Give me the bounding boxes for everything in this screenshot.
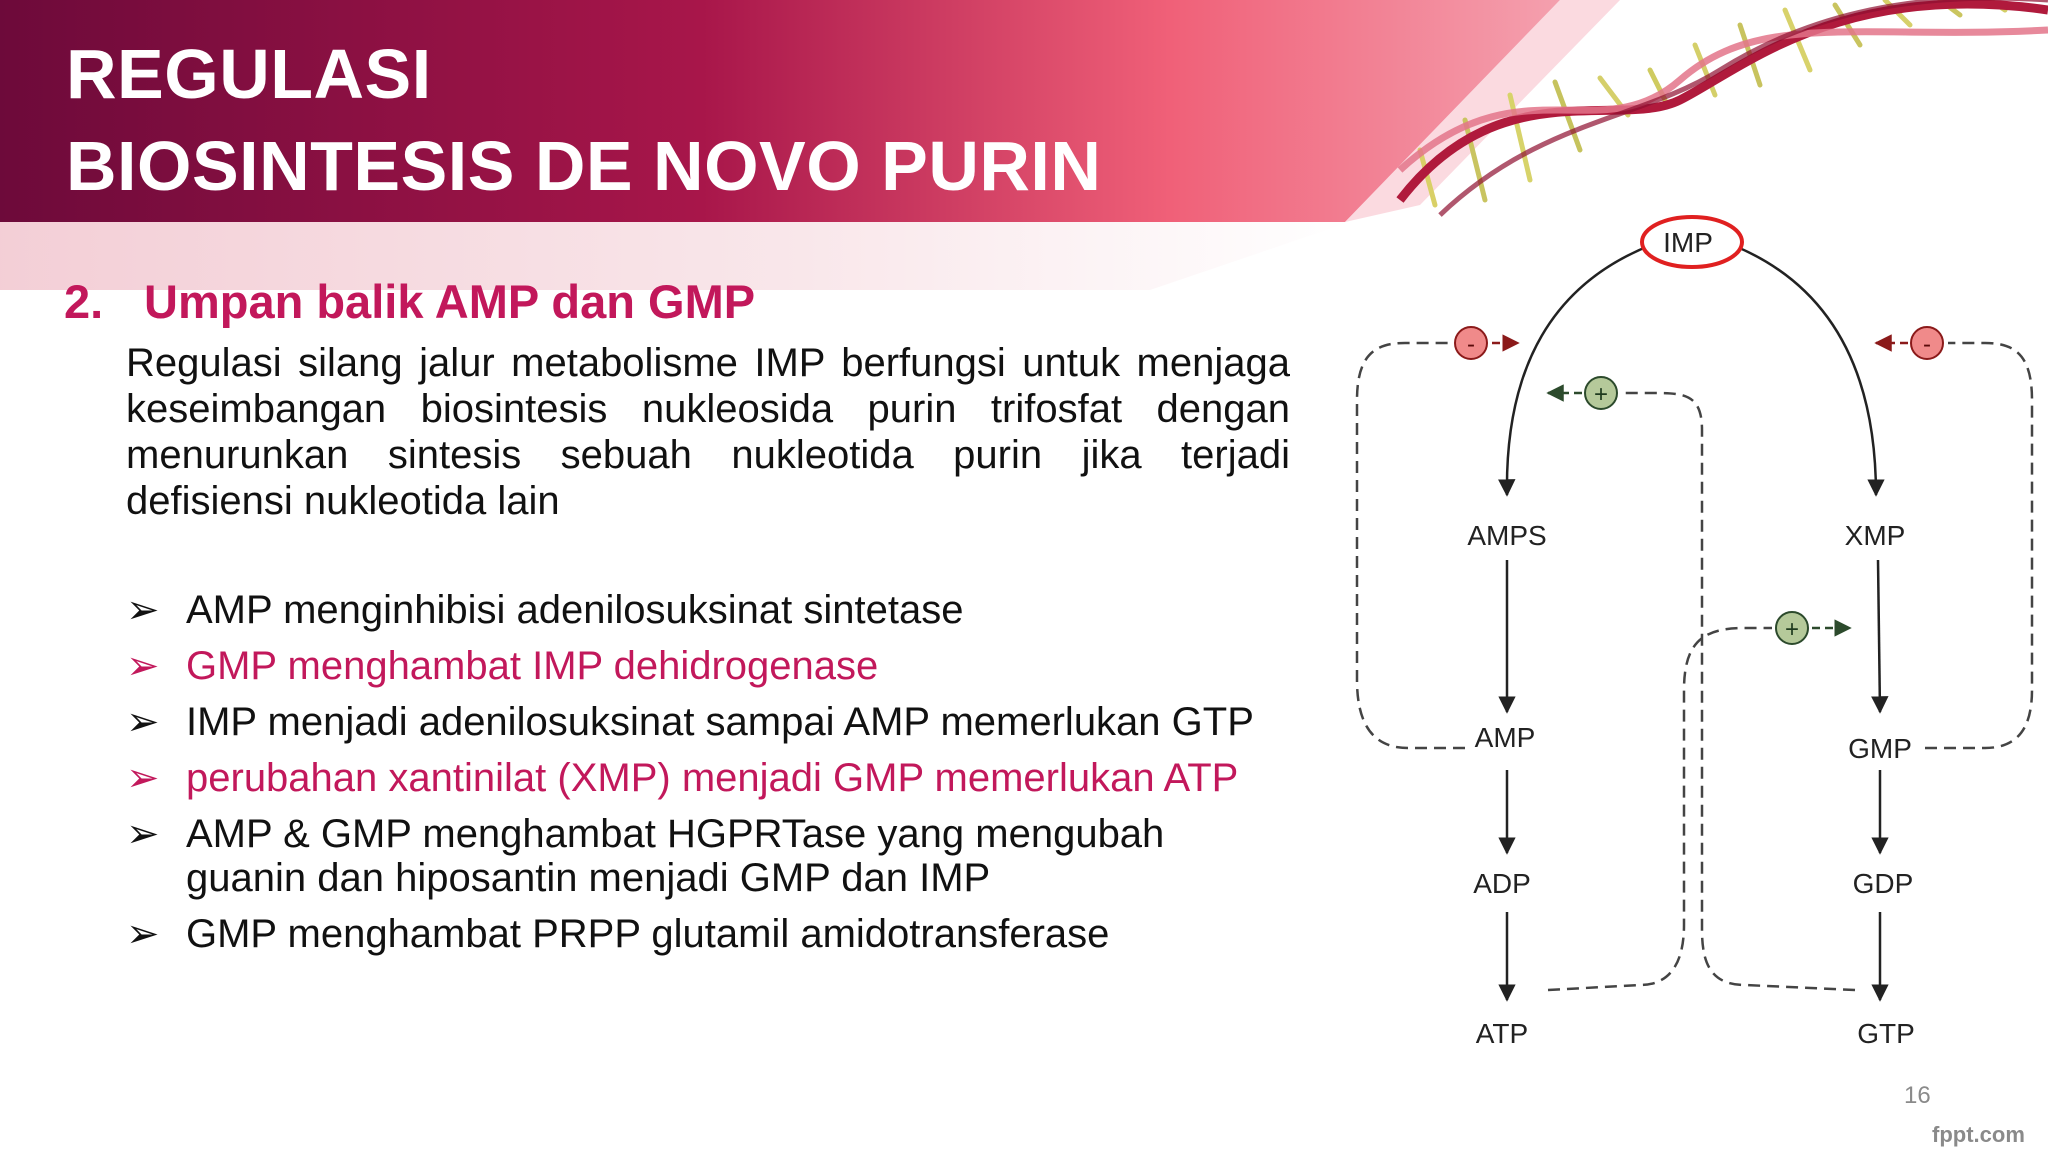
node-amps: AMPS xyxy=(1467,520,1547,551)
atp-activation-line xyxy=(1548,628,1772,990)
bullet-list xyxy=(126,588,1276,968)
bullet-text: IMP menjadi adenilosuksinat sampai AMP memerlukan GTP xyxy=(186,700,1254,744)
svg-text:+: + xyxy=(1593,381,1609,408)
node-atp: ATP xyxy=(1475,1018,1529,1049)
bullet-item xyxy=(126,700,1276,744)
section-paragraph: Regulasi silang jalur metabolisme IMP berfungsi untuk menjaga keseimbangan biosintesis nukleosida purin trifosfat dengan menurunkan sintesis sebuah nukleotida purin jika terjadi defisiensi nukleotida lain xyxy=(126,341,1290,523)
bullet-arrow-icon: ➢ xyxy=(126,700,160,744)
bullet-arrow-icon: ➢ xyxy=(126,588,160,632)
section-heading-text: Umpan balik AMP dan GMP xyxy=(144,275,756,328)
page-number: 16 xyxy=(1904,1082,1931,1109)
gtp-activation-line xyxy=(1620,393,1855,990)
bullet-text: AMP menginhibisi adenilosuksinat sintetase xyxy=(186,588,964,632)
xmp-to-gmp-arrow xyxy=(1878,560,1880,712)
brand-watermark: fppt.com xyxy=(1932,1122,2025,1147)
svg-text:+: + xyxy=(1784,616,1800,643)
node-gmp: GMP xyxy=(1848,733,1912,764)
node-gtp: GTP xyxy=(1857,1018,1915,1049)
purine-regulation-diagram xyxy=(1340,215,2048,1085)
node-imp: IMP xyxy=(1663,227,1713,258)
svg-text:-: - xyxy=(1467,331,1475,358)
node-adp: ADP xyxy=(1473,868,1531,899)
bullet-arrow-icon: ➢ xyxy=(126,756,160,800)
bullet-arrow-icon: ➢ xyxy=(126,644,160,688)
imp-to-amps-arrow xyxy=(1507,241,1662,495)
bullet-item xyxy=(126,912,1276,956)
dna-helix-image xyxy=(1380,0,2048,225)
bullet-text: GMP menghambat PRPP glutamil amidotransferase xyxy=(186,912,1110,956)
amp-inhibit-symbol xyxy=(1455,327,1487,359)
bullet-item xyxy=(126,588,1276,632)
amp-feedback-inhibit-line xyxy=(1357,343,1465,748)
gmp-inhibit-symbol xyxy=(1911,327,1943,359)
slide-title-line-2: BIOSINTESIS DE NOVO PURIN xyxy=(66,127,1102,205)
atp-activate-symbol xyxy=(1776,612,1808,644)
bullet-arrow-icon: ➢ xyxy=(126,812,160,856)
node-xmp: XMP xyxy=(1844,520,1906,551)
bullet-item-highlight xyxy=(126,644,1276,688)
bullet-item-highlight xyxy=(126,756,1276,800)
slide-title-line-1: REGULASI xyxy=(66,35,432,113)
node-amp: AMP xyxy=(1474,722,1536,753)
bullet-arrow-icon: ➢ xyxy=(126,912,160,956)
section-number: 2. xyxy=(64,275,104,328)
bullet-text: AMP & GMP menghambat HGPRTase yang mengubah guanin dan hiposantin menjadi GMP dan IMP xyxy=(186,812,1165,900)
slide-title xyxy=(66,28,1101,212)
gmp-feedback-inhibit-line xyxy=(1925,343,2032,748)
imp-to-xmp-arrow xyxy=(1722,241,1876,495)
node-gdp: GDP xyxy=(1852,868,1914,899)
bullet-text: perubahan xantinilat (XMP) menjadi GMP memerlukan ATP xyxy=(186,756,1239,800)
svg-text:-: - xyxy=(1923,331,1931,358)
bullet-text: GMP menghambat IMP dehidrogenase xyxy=(186,644,879,688)
gtp-activate-symbol xyxy=(1585,377,1617,409)
section-heading xyxy=(64,272,755,332)
bullet-item xyxy=(126,812,1276,900)
